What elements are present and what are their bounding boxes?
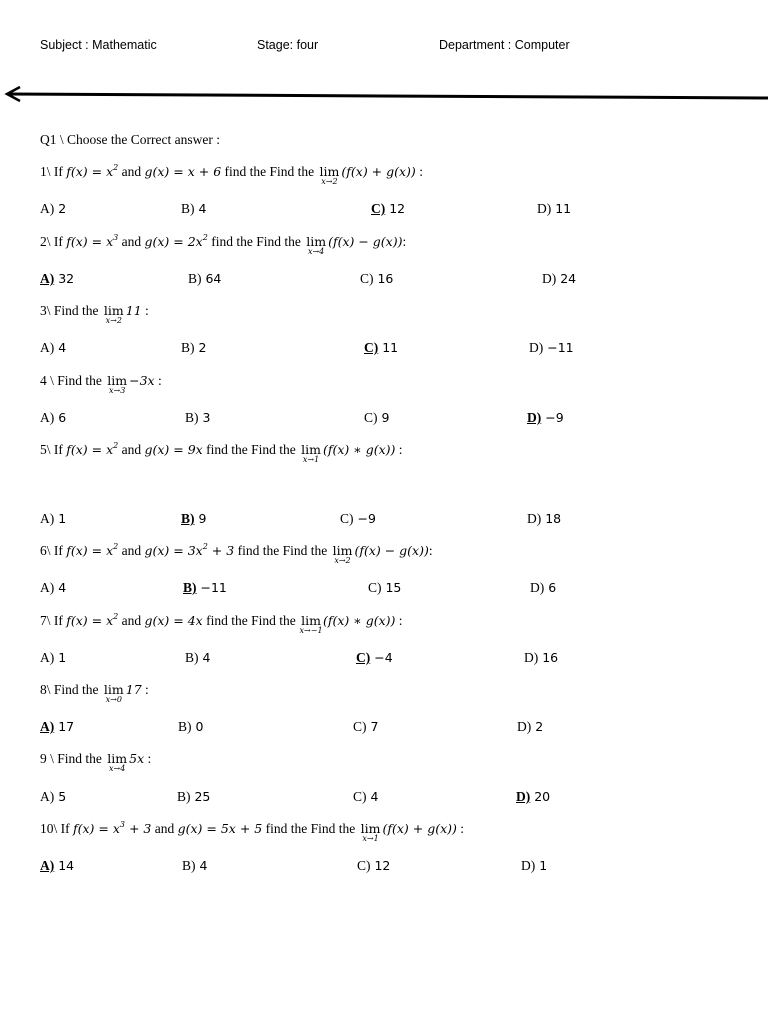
option-value: 20 [530, 789, 551, 804]
limit-subscript: x→4 [307, 247, 325, 256]
g-definition: g(x) = 4x [144, 613, 203, 628]
option-value: 2 [54, 201, 67, 216]
question-10 [40, 820, 465, 843]
limit-operator [107, 373, 128, 395]
option-value: 11 [378, 340, 399, 355]
question-number: 5\ If [40, 442, 67, 457]
limit-subscript: x→1 [302, 455, 320, 464]
subject-label: Subject : Mathematic [40, 38, 157, 52]
and-word: and [118, 234, 145, 249]
g-definition: $g(x) = 3x^2 + 3$ [144, 542, 235, 558]
f-definition: $f(x) = x^2$ [66, 441, 119, 457]
question-1 [40, 163, 423, 186]
answer-option-b [185, 410, 210, 426]
option-value: −4 [370, 650, 393, 665]
option-letter: D) [524, 650, 539, 665]
answer-option-a [40, 719, 74, 735]
option-letter: D) [542, 271, 557, 286]
limit-operator [103, 682, 124, 704]
option-letter: C) [364, 410, 378, 425]
answer-option-c [353, 789, 378, 805]
limit-operator [319, 164, 340, 186]
question-number: 1\ If [40, 164, 67, 179]
option-letter: D) [527, 511, 542, 526]
question-number: 2\ If [40, 234, 67, 249]
answer-option-a [40, 410, 66, 426]
answer-option-d [517, 719, 543, 735]
option-letter: C) [360, 271, 374, 286]
f-definition: $f(x) = x^3 + 3$ [73, 820, 152, 836]
option-letter: C) [357, 858, 371, 873]
find-text: find the Find the [202, 442, 300, 457]
answer-option-b [177, 789, 210, 805]
option-letter: B) [188, 271, 202, 286]
question-end: : [141, 682, 149, 697]
find-text: find the Find the [221, 164, 318, 179]
option-value: 0 [191, 719, 204, 734]
question-end: : [154, 373, 162, 388]
question-end: : [395, 442, 403, 457]
answer-option-a [40, 201, 66, 217]
option-letter: A) [40, 410, 55, 425]
g-exponent: 2 [202, 233, 208, 242]
lim-word: lim [107, 751, 128, 766]
option-value: 4 [195, 858, 208, 873]
option-value: 14 [54, 858, 75, 873]
question-number: 10\ If [40, 821, 73, 836]
answer-option-d [530, 580, 556, 596]
f-definition: $f(x) = x^3$ [66, 233, 119, 249]
answer-option-c [364, 340, 398, 356]
limit-expression: (f(x) − g(x)) [328, 234, 403, 249]
answer-option-d [527, 410, 564, 426]
option-value: 4 [54, 340, 67, 355]
option-value: 64 [201, 271, 222, 286]
answer-option-d [516, 789, 550, 805]
option-value: 1 [535, 858, 548, 873]
option-letter: A) [40, 719, 55, 734]
option-value: 18 [541, 511, 562, 526]
f-exponent: 3 [119, 820, 125, 829]
limit-operator [299, 613, 323, 635]
question-7 [40, 612, 403, 635]
option-letter: C) [353, 789, 367, 804]
limit-subscript: x→4 [109, 764, 126, 773]
answer-option-d [529, 340, 574, 356]
and-word: and [118, 164, 145, 179]
option-value: 16 [373, 271, 394, 286]
question-number: 6\ If [40, 543, 67, 558]
question-end: : [402, 234, 407, 249]
option-letter: C) [368, 580, 382, 595]
question-6 [40, 542, 433, 565]
answer-option-a [40, 789, 66, 805]
option-value: −9 [353, 511, 376, 526]
option-value: 9 [377, 410, 390, 425]
question-prefix: 3\ Find the [40, 303, 102, 318]
option-value: 2 [531, 719, 544, 734]
f-definition: $f(x) = x^2$ [66, 612, 119, 628]
question-8 [40, 682, 149, 704]
limit-operator [103, 303, 124, 325]
option-letter: D) [516, 789, 531, 804]
option-letter: A) [40, 789, 55, 804]
answer-option-c [371, 201, 405, 217]
answer-option-a [40, 858, 74, 874]
option-letter: A) [40, 511, 55, 526]
limit-subscript: x→2 [105, 316, 122, 325]
lim-word: lim [301, 613, 321, 628]
option-value: 1 [54, 511, 67, 526]
limit-subscript: x→1 [362, 834, 379, 843]
option-letter: B) [181, 511, 195, 526]
and-word: and [118, 613, 145, 628]
option-letter: C) [364, 340, 379, 355]
question-end: : [428, 543, 433, 558]
question-prefix: 9 \ Find the [40, 751, 106, 766]
stage-label: Stage: four [257, 38, 319, 52]
limit-expression: 17 [125, 682, 142, 697]
option-letter: D) [537, 201, 552, 216]
answer-option-a [40, 511, 66, 527]
answer-option-b [185, 650, 210, 666]
option-value: 15 [381, 580, 402, 595]
answer-option-b [181, 511, 206, 527]
answer-option-c [356, 650, 393, 666]
and-word: and [118, 442, 145, 457]
f-exponent: 2 [113, 542, 119, 551]
option-value: 4 [366, 789, 379, 804]
answer-option-a [40, 580, 66, 596]
limit-expression: (f(x) + g(x)) [341, 164, 416, 179]
answer-option-b [181, 340, 206, 356]
option-letter: B) [182, 858, 196, 873]
option-letter: B) [181, 201, 195, 216]
option-letter: B) [185, 650, 199, 665]
question-end: : [415, 164, 423, 179]
question-section-title: Q1 \ Choose the Correct answer : [40, 132, 220, 147]
limit-operator [107, 751, 128, 773]
lim-word: lim [103, 682, 124, 697]
find-text: find the Find the [262, 821, 359, 836]
left-arrow-divider [0, 80, 768, 110]
answer-option-c [340, 511, 376, 527]
option-letter: A) [40, 858, 55, 873]
department-label: Department : Computer [439, 38, 570, 52]
limit-expression: 11 [125, 303, 142, 318]
limit-subscript: x→−1 [299, 626, 323, 635]
and-word: and [151, 821, 178, 836]
question-prefix: 8\ Find the [40, 682, 102, 697]
option-value: 2 [194, 340, 207, 355]
answer-option-b [183, 580, 227, 596]
g-definition: g(x) = 5x + 5 [177, 821, 263, 836]
limit-operator [301, 442, 321, 464]
option-value: 12 [385, 201, 406, 216]
option-letter: C) [371, 201, 386, 216]
limit-expression: 5x [129, 751, 145, 766]
f-exponent: 3 [113, 233, 119, 242]
limit-expression: (f(x) ∗ g(x)) [322, 613, 396, 628]
option-value: 1 [54, 650, 67, 665]
option-value: −11 [196, 580, 227, 595]
option-value: 3 [198, 410, 211, 425]
question-end: : [456, 821, 465, 836]
option-letter: C) [356, 650, 371, 665]
lim-word: lim [103, 303, 124, 318]
option-letter: A) [40, 580, 55, 595]
lim-word: lim [301, 442, 321, 457]
limit-subscript: x→2 [334, 556, 351, 565]
lim-word: lim [360, 821, 381, 836]
option-value: 6 [54, 410, 67, 425]
question-end: : [141, 303, 149, 318]
limit-expression: −3x [129, 373, 155, 388]
find-text: find the Find the [202, 613, 300, 628]
option-value: 4 [194, 201, 207, 216]
option-value: 5 [54, 789, 67, 804]
answer-option-d [527, 511, 561, 527]
question-end: : [144, 751, 152, 766]
answer-option-b [188, 271, 221, 287]
option-value: 7 [366, 719, 379, 734]
lim-word: lim [332, 543, 353, 558]
option-letter: A) [40, 340, 55, 355]
option-letter: B) [177, 789, 191, 804]
answer-option-c [357, 858, 390, 874]
option-value: −11 [543, 340, 574, 355]
f-exponent: 2 [113, 612, 119, 621]
option-value: −9 [541, 410, 564, 425]
f-exponent: 2 [113, 163, 119, 172]
f-definition: $f(x) = x^2$ [66, 542, 119, 558]
g-definition: g(x) = 9x [144, 442, 203, 457]
option-letter: C) [353, 719, 367, 734]
g-definition: g(x) = x + 6 [144, 164, 222, 179]
question-end: : [395, 613, 403, 628]
limit-expression: (f(x) + g(x)) [382, 821, 457, 836]
option-letter: A) [40, 650, 55, 665]
f-exponent: 2 [113, 441, 119, 450]
option-value: 17 [54, 719, 75, 734]
answer-option-a [40, 271, 74, 287]
option-letter: B) [185, 410, 199, 425]
option-letter: D) [530, 580, 545, 595]
answer-option-b [178, 719, 203, 735]
lim-word: lim [319, 164, 340, 179]
option-letter: D) [527, 410, 542, 425]
limit-subscript: x→3 [109, 386, 126, 395]
question-2 [40, 233, 407, 256]
option-value: 25 [190, 789, 211, 804]
limit-operator [332, 543, 353, 565]
f-definition: $f(x) = x^2$ [66, 163, 119, 179]
answer-option-b [181, 201, 206, 217]
answer-option-d [537, 201, 571, 217]
limit-operator [360, 821, 381, 843]
question-3 [40, 303, 149, 325]
answer-option-c [353, 719, 378, 735]
option-value: 16 [538, 650, 559, 665]
option-value: 4 [198, 650, 211, 665]
answer-option-c [368, 580, 401, 596]
answer-option-b [182, 858, 207, 874]
option-value: 9 [194, 511, 207, 526]
limit-subscript: x→2 [321, 177, 338, 186]
limit-subscript: x→0 [105, 695, 122, 704]
option-letter: C) [340, 511, 354, 526]
answer-option-a [40, 650, 66, 666]
answer-option-d [542, 271, 576, 287]
option-letter: B) [181, 340, 195, 355]
g-definition: $g(x) = 2x^2$ [144, 233, 208, 249]
option-value: 11 [551, 201, 572, 216]
option-value: 32 [54, 271, 75, 286]
question-9 [40, 751, 152, 773]
limit-expression: (f(x) − g(x)) [354, 543, 429, 558]
option-value: 12 [370, 858, 391, 873]
option-letter: D) [529, 340, 544, 355]
g-exponent: 2 [202, 542, 208, 551]
option-value: 24 [556, 271, 577, 286]
option-letter: D) [517, 719, 532, 734]
option-value: 6 [544, 580, 557, 595]
answer-option-d [524, 650, 558, 666]
question-prefix: 4 \ Find the [40, 373, 106, 388]
lim-word: lim [107, 373, 128, 388]
find-text: find the Find the [234, 543, 331, 558]
question-number: 7\ If [40, 613, 67, 628]
option-value: 4 [54, 580, 67, 595]
and-word: and [118, 543, 145, 558]
question-4 [40, 373, 162, 395]
answer-option-c [364, 410, 389, 426]
option-letter: B) [183, 580, 197, 595]
option-letter: A) [40, 201, 55, 216]
find-text: find the Find the [207, 234, 305, 249]
option-letter: D) [521, 858, 536, 873]
answer-option-a [40, 340, 66, 356]
question-5 [40, 441, 403, 464]
option-letter: B) [178, 719, 192, 734]
option-letter: A) [40, 271, 55, 286]
answer-option-d [521, 858, 547, 874]
lim-word: lim [306, 234, 327, 249]
limit-expression: (f(x) ∗ g(x)) [322, 442, 396, 457]
answer-option-c [360, 271, 393, 287]
limit-operator [306, 234, 327, 256]
